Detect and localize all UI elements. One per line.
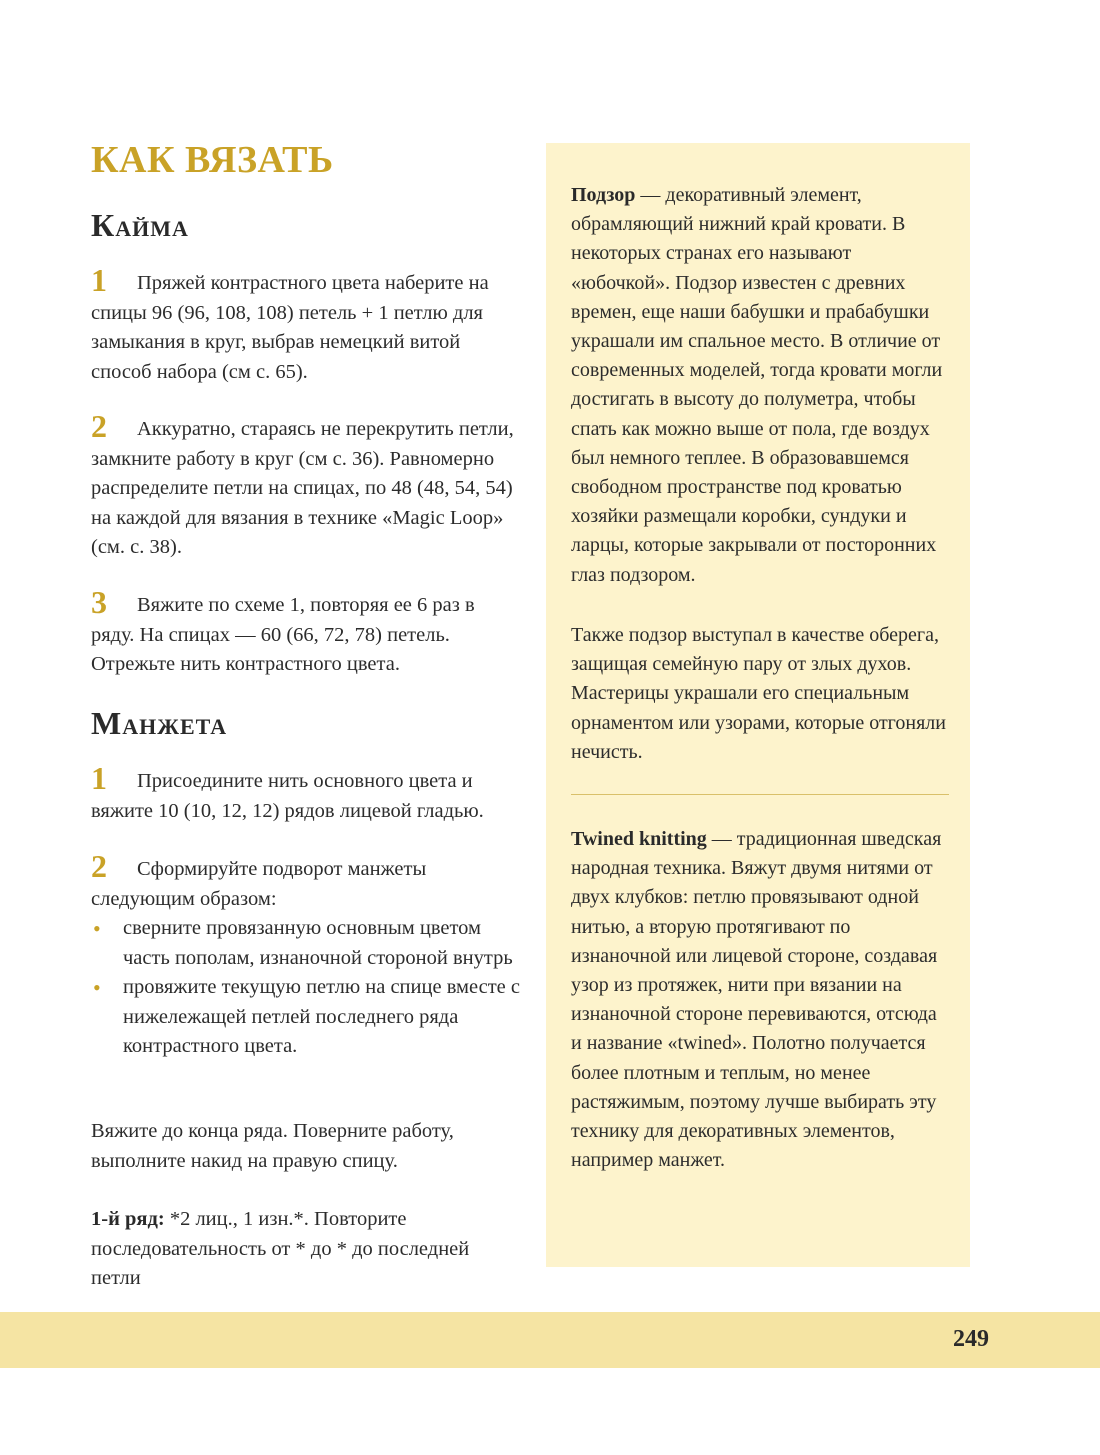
bullet-icon: • xyxy=(93,975,101,1000)
list-item xyxy=(91,914,521,973)
step-number: 3 xyxy=(91,584,107,620)
bullet-icon: • xyxy=(93,916,101,941)
row-1-instruction xyxy=(91,1205,521,1294)
row-label: 1-й ряд: xyxy=(91,1208,165,1230)
manzheta-step-1 xyxy=(91,760,521,826)
step-text: Аккуратно, стараясь не перекрутить петли, замкните работу в круг (см с. 36). Равномерно распределите петли на спицах, по 48 (48, 54, 54) на каждой для вязания в технике «Magic Loop» (см. с. 38). xyxy=(91,418,514,558)
step-number: 2 xyxy=(91,408,107,444)
sidebar-definition: — традиционная шведская народная техника. Вяжут двумя нитями от двух клубков: петлю провязывают одной нитью, а вторую протягивают по изнаночной или лицевой стороне, создавая узор из протяжек, нити при вязании на изнаночной стороне перевиваются, отсюда и название «twined». Полотно получается более плотным и теплым, но менее растяжимым, поэтому лучше выбирать эту технику для декоративных элементов, например манжет. xyxy=(571,828,942,1172)
row-text: *2 лиц., 1 изн.*. Повторите последовательность от * до * до последней петли xyxy=(91,1208,470,1289)
kaima-step-2 xyxy=(91,408,521,563)
instruction-paragraph: Вяжите до конца ряда. Поверните работу, выполните накид на правую спицу. xyxy=(91,1120,454,1172)
step-text: Сформируйте подворот манжеты следующим образом: xyxy=(91,858,427,910)
step-text: Присоедините нить основного цвета и вяжите 10 (10, 12, 12) рядов лицевой гладью. xyxy=(91,770,484,822)
page-title: КАК ВЯЗАТЬ xyxy=(91,139,334,181)
step-number: 1 xyxy=(91,262,107,298)
list-item xyxy=(91,973,521,1062)
sidebar-podzor xyxy=(571,181,951,590)
step-text: Вяжите по схеме 1, повторяя ее 6 раз в ряду. На спицах — 60 (66, 72, 78) петель. Отрежьте нить контрастного цвета. xyxy=(91,594,475,675)
bullet-list xyxy=(91,914,521,1062)
step-number: 1 xyxy=(91,760,107,796)
section-heading-manzheta: Манжета xyxy=(91,705,228,741)
sidebar-twined xyxy=(571,825,951,1175)
kaima-step-1 xyxy=(91,262,521,387)
page-number: 249 xyxy=(953,1326,989,1352)
sidebar-term: Подзор xyxy=(571,184,636,206)
sidebar-definition: — декоративный элемент, обрамляющий нижний край кровати. В некоторых странах его называют «юбочкой». Подзор известен с древних времен, еще наши бабушки и прабабушки украшали им спальное место. В отличие от современных моделей, тогда кровати могли достигать в высоту до полуметра, чтобы спать как можно выше от пола, где воздух был немного теплее. В образовавшемся свободном пространстве под кроватью хозяйки размещали коробки, сундуки и ларцы, которые закрывали от посторонних глаз подзором. xyxy=(571,184,943,586)
sidebar-divider xyxy=(571,794,949,795)
section-heading-kaima: Кайма xyxy=(91,207,189,243)
list-item-text: сверните провязанную основным цветом часть пополам, изнаночной стороной внутрь xyxy=(123,917,513,969)
step-text: Пряжей контрастного цвета наберите на спицы 96 (96, 108, 108) петель + 1 петлю для замыкания в круг, выбрав немецкий витой способ набора (см с. 65). xyxy=(91,272,489,383)
footer-band xyxy=(0,1312,1100,1368)
manzheta-step-2 xyxy=(91,848,521,1062)
sidebar-term: Twined knitting xyxy=(571,828,707,850)
list-item-text: провяжите текущую петлю на спице вместе с нижележащей петлей последнего ряда контрастного цвета. xyxy=(123,976,520,1057)
step-number: 2 xyxy=(91,848,107,884)
sidebar-podzor-2: Также подзор выступал в качестве оберега, защищая семейную пару от злых духов. Мастерицы украшали его специальным орнаментом или узорами, которые отгоняли нечисть. xyxy=(571,624,946,763)
kaima-step-3 xyxy=(91,584,521,680)
